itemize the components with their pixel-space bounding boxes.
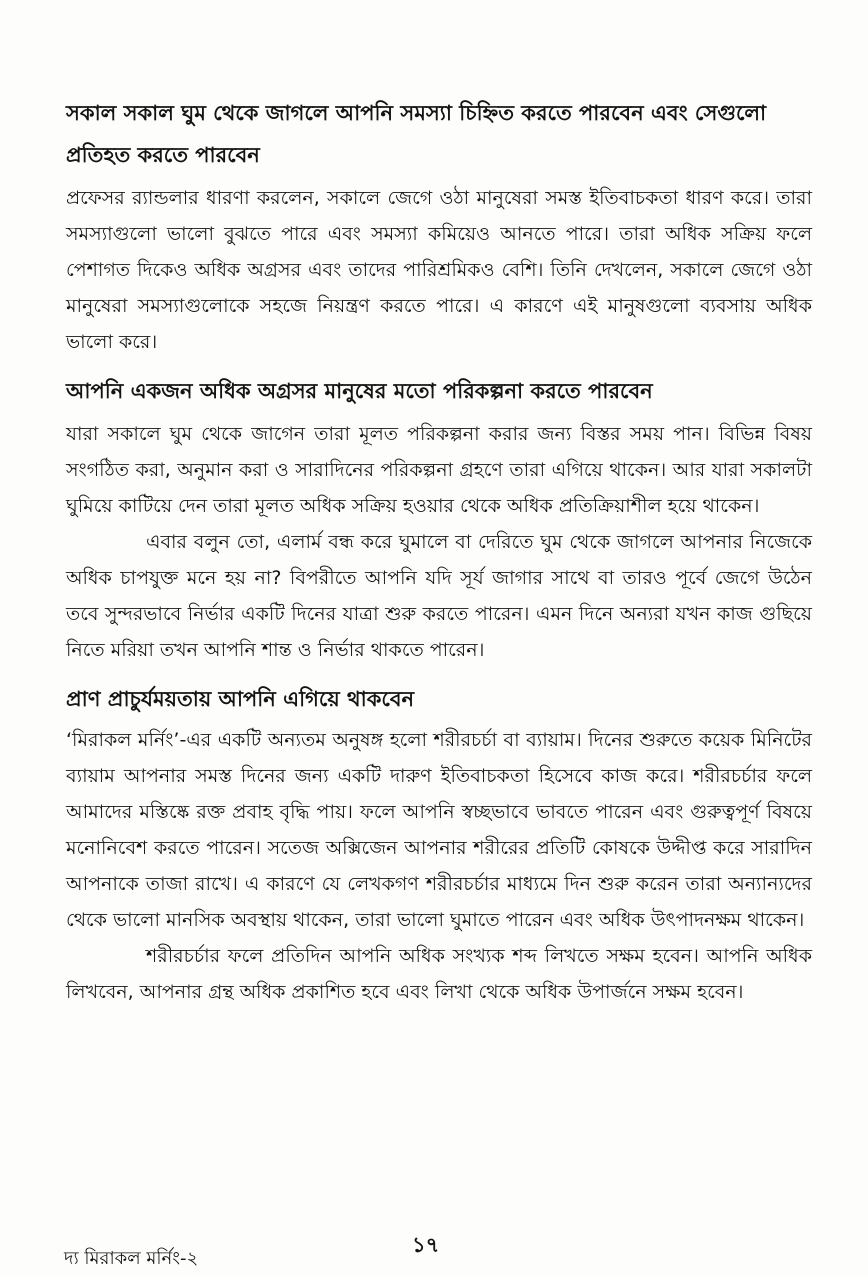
section-heading-early-waking-problems: সকাল সকাল ঘুম থেকে জাগলে আপনি সমস্যা চিহ্নিত করতে পারবেন এবং সেগুলো প্রতিহত করতে পারবেন <box>66 101 767 167</box>
page-number: ১৭ <box>412 1233 440 1257</box>
section-heading-vitality: প্রাণ প্রাচুর্যময়তায় আপনি এগিয়ে থাকবেন <box>66 687 415 711</box>
paragraph-randler-findings: প্রফেসর র‍্যান্ডলার ধারণা করলেন, সকালে জেগে ওঠা মানুষেরা সমস্ত ইতিবাচকতা ধারণ করে। তারা সমস্যাগুলো ভালো বুঝতে পারে এবং সমস্যা কমিয়েও আনতে পারে। তারা অধিক সক্রিয় ফলে পেশাগত দিকেও অধিক অগ্রসর এবং তাদের পারিশ্রমিকও বেশি। তিনি দেখলেন, সকালে জেগে ওঠা মানুষেরা সমস্যাগুলোকে সহজে নিয়ন্ত্রণ করতে পারে। এ কারণে এই মানুষগুলো ব্যবসায় অধিক ভালো করে। <box>66 187 812 353</box>
section-heading-planning: আপনি একজন অধিক অগ্রসর মানুষের মতো পরিকল্পনা করতে পারবেন <box>66 379 653 403</box>
paragraph-planning-time: যারা সকালে ঘুম থেকে জাগেন তারা মূলত পরিকল্পনা করার জন্য বিস্তর সময় পান। বিভিন্ন বিষয় সংগঠিত করা, অনুমান করা ও সারাদিনের পরিকল্পনা গ্রহণে তারা এগিয়ে থাকেন। আর যারা সকালটা ঘুমিয়ে কাটিয়ে দেন তারা মূলত অধিক সক্রিয় হওয়ার থেকে অধিক প্রতিক্রিয়াশীল হয়ে থাকেন। <box>66 423 812 517</box>
paragraph-alarm-stress: এবার বলুন তো, এলার্ম বন্ধ করে ঘুমালে বা দেরিতে ঘুম থেকে জাগলে আপনার নিজেকে অধিক চাপযুক্ত মনে হয় না? বিপরীতে আপনি যদি সূর্য জাগার সাথে বা তারও পূর্বে জেগে উঠেন তবে সুন্দরভাবে নির্ভার একটি দিনের যাত্রা শুরু করতে পারেন। এমন দিনে অন্যরা যখন কাজ গুছিয়ে নিতে মরিয়া তখন আপনি শান্ত ও নির্ভার থাকতে পারেন। <box>66 531 812 661</box>
paragraph-exercise-benefits: ‘মিরাকল মর্নিং’-এর একটি অন্যতম অনুষঙ্গ হলো শরীরচর্চা বা ব্যায়াম। দিনের শুরুতে কয়েক মিনিটের ব্যায়াম আপনার সমস্ত দিনের জন্য একটি দারুণ ইতিবাচকতা হিসেবে কাজ করে। শরীরচর্চার ফলে আমাদের মস্তিষ্কে রক্ত প্রবাহ বৃদ্ধি পায়। ফলে আপনি স্বচ্ছভাবে ভাবতে পারেন এবং গুরুত্বপূর্ণ বিষয়ে মনোনিবেশ করতে পারেন। সতেজ অক্সিজেন আপনার শরীরের প্রতিটি কোষকে উদ্দীপ্ত করে সারাদিন আপনাকে তাজা রাখে। এ কারণে যে লেখকগণ শরীরচর্চার মাধ্যমে দিন শুরু করেন তারা অন্যান্যদের থেকে ভালো মানসিক অবস্থায় থাকেন, তারা ভালো ঘুমাতে পারেন এবং অধিক উৎপাদনক্ষম থাকেন। <box>66 729 812 931</box>
footer-book-title: দ্য মিরাকল মর্নিং-২ <box>64 1248 199 1269</box>
page-content <box>66 92 812 1010</box>
paragraph-writing-output: শরীরচর্চার ফলে প্রতিদিন আপনি অধিক সংখ্যক শব্দ লিখতে সক্ষম হবেন। আপনি অধিক লিখবেন, আপনার গ্রন্থ অধিক প্রকাশিত হবে এবং লিখা থেকে অধিক উপার্জনে সক্ষম হবেন। <box>66 945 812 1003</box>
